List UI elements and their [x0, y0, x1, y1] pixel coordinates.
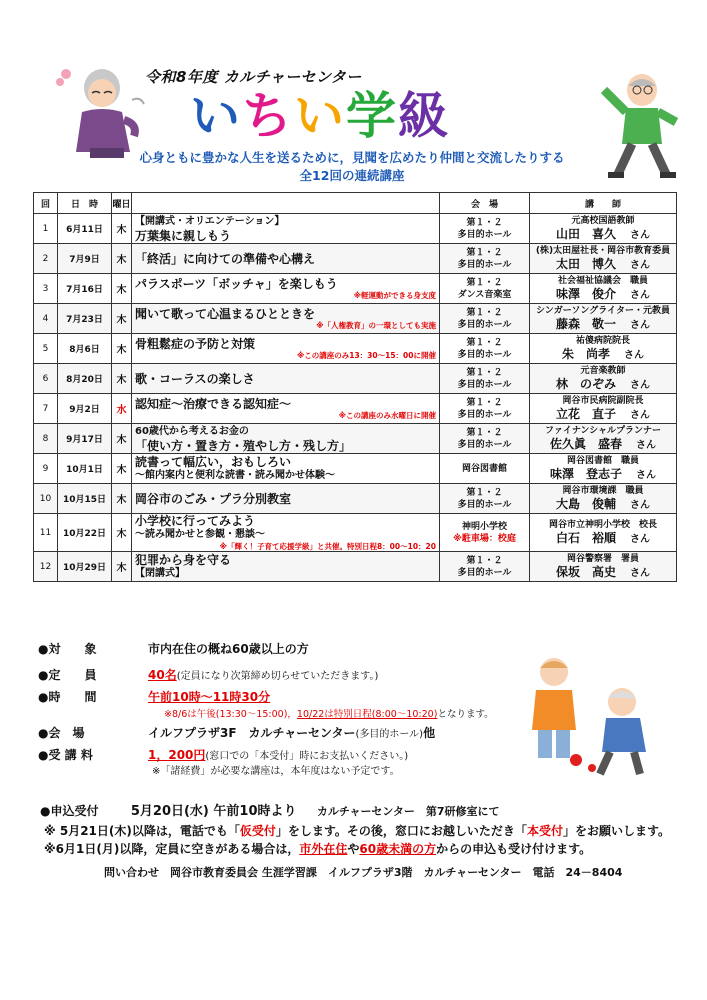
title-char-5: 級	[398, 87, 450, 145]
note1-part-a: ※ 5月21日(木)以降は，電話でも「	[44, 824, 240, 838]
lecture-note: ※この講座のみ水曜日に開催	[338, 411, 436, 420]
lecturer-role: 岡谷市環境課 職員	[562, 486, 644, 496]
capacity-note: (定員になり次第締め切らせていただきます。)	[176, 671, 379, 682]
lecturer-honorific: さん	[630, 410, 650, 421]
venue-line-1: 第１・２	[466, 307, 503, 318]
time-note-b: 10/22は特別日程(8:00～10:20)	[296, 709, 438, 720]
table-row	[34, 214, 677, 244]
lecture-title-cell	[132, 244, 440, 274]
time-label: ●時 間	[38, 690, 97, 704]
lecture-title-cell	[132, 214, 440, 244]
lecturer-cell	[530, 214, 677, 244]
lecture-post: ～読み聞かせと参観・懇談～	[135, 529, 265, 540]
lecture-title: 認知症～治療できる認知症～	[135, 397, 292, 411]
lecturer-name: 大島 俊輔	[555, 497, 616, 511]
bocce-illustration	[518, 650, 668, 780]
lecture-date: 9月17日	[58, 424, 112, 454]
header-lecturer: 講 師	[530, 193, 677, 214]
lecture-number: 2	[34, 244, 58, 274]
table-row	[34, 304, 677, 334]
lecturer-honorific: さん	[630, 380, 650, 391]
lecturer-role: シンガーソングライター・元教員	[536, 306, 670, 316]
lecture-date: 10月22日	[58, 514, 112, 552]
header-no: 回	[34, 193, 58, 214]
lecturer-honorific: さん	[630, 230, 650, 241]
lecture-number: 3	[34, 274, 58, 304]
lecturer-honorific: さん	[636, 440, 656, 451]
note-2	[44, 840, 591, 857]
lecture-venue	[440, 334, 530, 364]
lecture-day: 水	[112, 394, 132, 424]
venue-line-1: 第１・２	[466, 555, 503, 566]
lecture-venue	[440, 424, 530, 454]
lecture-day: 木	[112, 304, 132, 334]
table-row	[34, 424, 677, 454]
lecturer-role: 元音楽教師	[580, 366, 626, 376]
lecturer-name: 太田 博久	[555, 257, 616, 271]
note-1	[44, 822, 670, 839]
lecturer-role: 元高校国語教師	[571, 216, 635, 226]
tagline-series: 全12回の連続講座	[299, 168, 405, 183]
lecture-title-cell	[132, 454, 440, 484]
venue-line-2: ※駐車場：校庭	[453, 533, 516, 544]
venue-small: (多目的ホール)	[355, 729, 424, 740]
table-row	[34, 334, 677, 364]
lecturer-cell	[530, 274, 677, 304]
lecture-title: 「使い方・置き方・殖やし方・残し方」	[135, 438, 352, 453]
lecture-title: 犯罪から身を守る	[135, 552, 232, 567]
lecture-date: 10月29日	[58, 552, 112, 582]
lecture-title-cell	[132, 364, 440, 394]
venue-line-2: 多目的ホール	[457, 379, 512, 390]
venue-line-1: 第１・２	[466, 217, 503, 228]
lecture-title-cell	[132, 484, 440, 514]
lecturer-cell	[530, 334, 677, 364]
lecture-day: 木	[112, 334, 132, 364]
lecture-title: 読書って幅広い，おもしろい	[135, 454, 292, 469]
lecture-pre: 【開講式・オリエンテーション】	[135, 215, 285, 227]
lecture-number: 7	[34, 394, 58, 424]
lecturer-role: 岡谷市民病院副院長	[562, 396, 644, 406]
venue-line-1: 第１・２	[466, 397, 503, 408]
lecture-date: 10月15日	[58, 484, 112, 514]
lecture-day: 木	[112, 364, 132, 394]
lecture-post: 【閉講式】	[135, 567, 185, 579]
lecture-venue	[440, 552, 530, 582]
lecture-venue	[440, 364, 530, 394]
lecture-date: 7月23日	[58, 304, 112, 334]
table-row	[34, 484, 677, 514]
lecturer-role: 岡谷警察署 署員	[566, 554, 639, 564]
lecture-day: 木	[112, 454, 132, 484]
lecture-number: 6	[34, 364, 58, 394]
note2-outside-city: 市外在住	[299, 842, 348, 856]
lecturer-cell	[530, 394, 677, 424]
lecturer-cell	[530, 514, 677, 552]
lecture-number: 8	[34, 424, 58, 454]
time-note-a: ※8/6は午後(13:30～15:00)，	[164, 709, 297, 720]
lecture-title: 歌・コーラスの楽しさ	[135, 371, 255, 386]
lecturer-name: 味澤 登志子	[549, 467, 622, 481]
venue-line-1: 第１・２	[466, 337, 503, 348]
fee-label: ●受 講 料	[38, 748, 93, 762]
apply-date: 5月20日(水) 午前10時より	[130, 804, 297, 819]
lecture-title-cell	[132, 552, 440, 582]
lecture-title-cell	[132, 304, 440, 334]
schedule-table	[33, 192, 677, 582]
lecturer-cell	[530, 552, 677, 582]
table-row	[34, 454, 677, 484]
lecture-note: ※「輝く！子育て応援学級」と共催。特別日程8：00～10：20	[219, 542, 436, 551]
lecture-title: 骨粗鬆症の予防と対策	[135, 337, 256, 351]
fee-note2: ※「諸経費」が必要な講座は，本年度はない予定です。	[152, 766, 400, 777]
venue-line-2: ダンス音楽室	[457, 289, 512, 300]
lecture-date: 8月6日	[58, 334, 112, 364]
lecture-title: 聞いて歌って心温まるひとときを	[135, 307, 316, 321]
header-title	[132, 193, 440, 214]
lecture-title: 万葉集に親しもう	[135, 228, 232, 243]
lecturer-honorific: さん	[624, 350, 644, 361]
title-char-4: 学	[346, 87, 398, 145]
lecture-venue	[440, 244, 530, 274]
lecture-date: 7月16日	[58, 274, 112, 304]
lecturer-name: 白石 裕順	[555, 531, 616, 545]
lecture-title-cell	[132, 424, 440, 454]
lecturer-role: 岡谷図書館 職員	[566, 456, 639, 466]
lecture-day: 木	[112, 424, 132, 454]
header-day: 曜日	[112, 193, 132, 214]
fee-value: 1，200円	[148, 748, 206, 762]
lecture-title-cell	[132, 394, 440, 424]
venue-line-1: 岡谷図書館	[461, 463, 507, 474]
lecturer-name: 立花 直子	[555, 407, 616, 421]
venue-line-1: 第１・２	[466, 247, 503, 258]
apply-place: カルチャーセンター 第7研修室にて	[316, 805, 500, 818]
lecturer-name: 山田 喜久	[555, 227, 616, 241]
lecturer-honorific: さん	[630, 260, 650, 271]
page-title	[190, 86, 450, 146]
lecture-venue	[440, 514, 530, 552]
note2-part-a: ※6月1日(月)以降，定員に空きがある場合は，	[44, 842, 300, 856]
elderly-man-illustration	[592, 64, 688, 184]
lecture-day: 木	[112, 244, 132, 274]
venue-line-2: 多目的ホール	[457, 499, 512, 510]
lecture-number: 9	[34, 454, 58, 484]
lecturer-name: 味澤 俊介	[555, 287, 616, 301]
lecture-date: 9月2日	[58, 394, 112, 424]
lecturer-cell	[530, 454, 677, 484]
lecturer-cell	[530, 244, 677, 274]
apply-label: ●申込受付	[40, 804, 99, 818]
lecture-date: 6月11日	[58, 214, 112, 244]
lecture-day: 木	[112, 514, 132, 552]
lecturer-name: 朱 尚孝	[561, 347, 610, 361]
lecture-day: 木	[112, 552, 132, 582]
table-row	[34, 394, 677, 424]
venue-value: イルフプラザ3F カルチャーセンター	[148, 726, 356, 740]
lecture-number: 12	[34, 552, 58, 582]
lecture-number: 4	[34, 304, 58, 334]
venue-line-1: 第１・２	[466, 277, 503, 288]
table-row	[34, 514, 677, 552]
contact-info: 問い合わせ 岡谷市教育委員会 生涯学習課 イルフプラザ3階 カルチャーセンター 電話 24－8404	[104, 866, 623, 879]
lecture-day: 木	[112, 484, 132, 514]
lecturer-cell	[530, 304, 677, 334]
lecturer-cell	[530, 424, 677, 454]
lecture-note: ※この講座のみ13：30～15：00に開催	[296, 351, 436, 360]
lecturer-name: 林 のぞみ	[555, 377, 616, 391]
lecture-day: 木	[112, 214, 132, 244]
venue-line-2: 多目的ホール	[457, 439, 512, 450]
venue-line-1: 神明小学校	[461, 521, 507, 532]
lecture-venue	[440, 454, 530, 484]
title-char-2: ち	[242, 87, 294, 145]
venue-line-1: 第１・２	[466, 487, 503, 498]
lecture-number: 11	[34, 514, 58, 552]
lecturer-role: 祐傻病院院長	[575, 336, 630, 346]
lecture-venue	[440, 274, 530, 304]
venue-suffix: 他	[423, 726, 436, 740]
time-value: 午前10時～11時30分	[148, 690, 271, 704]
title-char-1: い	[190, 87, 242, 145]
lecture-title: パラスポーツ「ボッチャ」を楽しもう	[135, 277, 338, 291]
lecture-venue	[440, 484, 530, 514]
lecture-title-cell	[132, 514, 440, 552]
lecturer-name: 藤森 敬一	[555, 317, 616, 331]
venue-line-2: 多目的ホール	[457, 567, 512, 578]
lecture-number: 1	[34, 214, 58, 244]
table-row	[34, 274, 677, 304]
lecture-venue	[440, 214, 530, 244]
lecturer-role: 岡谷市立神明小学校 校長	[548, 520, 657, 530]
lecturer-name: 佐久眞 盛春	[549, 437, 622, 451]
lecture-title: 小学校に行ってみよう	[135, 514, 256, 528]
lecturer-cell	[530, 484, 677, 514]
venue-label: ●会 場	[38, 726, 85, 740]
lecture-number: 5	[34, 334, 58, 364]
table-header-row	[34, 193, 677, 214]
tagline: 心身ともに豊かな人生を送るために，見聞を広めたり仲間と交流したりする	[139, 150, 565, 165]
header-subtitle: 令和8年度 カルチャーセンター	[145, 68, 362, 86]
lecturer-role: ファイナンシャルプランナー	[545, 426, 661, 436]
lecture-date: 7月9日	[58, 244, 112, 274]
lecture-note: ※「人権教育」の一環としても実施	[316, 321, 436, 330]
note1-part-e: 」をお願いします。	[562, 824, 670, 838]
lecture-title-cell	[132, 334, 440, 364]
lecturer-honorific: さん	[630, 320, 650, 331]
note2-part-c: や	[347, 842, 360, 856]
lecture-title: 「終活」に向けての準備や心構え	[135, 251, 316, 266]
venue-line-1: 第１・２	[466, 367, 503, 378]
header-date: 日 時	[58, 193, 112, 214]
lecture-number: 10	[34, 484, 58, 514]
lecturer-role: 社会福祉協議会 職員	[557, 276, 648, 286]
title-char-3: い	[294, 87, 346, 145]
fee-note: (窓口での「本受付」時にお支払いください。)	[205, 751, 409, 762]
target-value: 市内在住の概ね60歳以上の方	[148, 642, 309, 656]
time-note-c: となります。	[437, 709, 494, 720]
target-label: ●対 象	[38, 642, 97, 656]
lecturer-honorific: さん	[630, 534, 650, 545]
elderly-woman-illustration	[54, 60, 150, 160]
capacity-label: ●定 員	[38, 668, 97, 682]
lecture-venue	[440, 394, 530, 424]
venue-line-2: 多目的ホール	[457, 409, 512, 420]
lecture-day: 木	[112, 274, 132, 304]
venue-line-2: 多目的ホール	[457, 319, 512, 330]
note2-part-e: からの申込も受け付けます。	[436, 842, 592, 856]
lecturer-cell	[530, 364, 677, 394]
lecturer-honorific: さん	[636, 470, 656, 481]
venue-line-1: 第１・２	[466, 427, 503, 438]
lecturer-honorific: さん	[630, 290, 650, 301]
lecture-date: 8月20日	[58, 364, 112, 394]
lecturer-honorific: さん	[630, 568, 650, 579]
table-row	[34, 364, 677, 394]
capacity-value: 40名	[148, 668, 177, 682]
venue-line-2: 多目的ホール	[457, 229, 512, 240]
lecturer-role: (株)太田屋社長・岡谷市教育委員	[535, 246, 671, 256]
note2-under-60: 60歳未満の方	[359, 842, 437, 856]
venue-line-2: 多目的ホール	[457, 349, 512, 360]
lecturer-name: 保坂 高史	[555, 565, 616, 579]
lecture-venue	[440, 304, 530, 334]
note1-part-c: 」をします。その後，窓口にお越しいただき「	[275, 824, 527, 838]
note1-provisional: 仮受付	[239, 824, 276, 838]
lecture-pre: 60歳代から考えるお金の	[135, 425, 249, 437]
lecture-title: 岡谷市のごみ・プラ分別教室	[135, 491, 292, 506]
header-venue: 会 場	[440, 193, 530, 214]
venue-line-2: 多目的ホール	[457, 259, 512, 270]
lecture-title-cell	[132, 274, 440, 304]
lecture-note: ※軽運動ができる身支度	[353, 291, 436, 300]
lecture-post: ～館内案内と便利な読書・読み聞かせ体験～	[135, 469, 335, 481]
note1-official: 本受付	[526, 824, 563, 838]
lecturer-honorific: さん	[630, 500, 650, 511]
table-row	[34, 244, 677, 274]
lecture-date: 10月1日	[58, 454, 112, 484]
table-row	[34, 552, 677, 582]
